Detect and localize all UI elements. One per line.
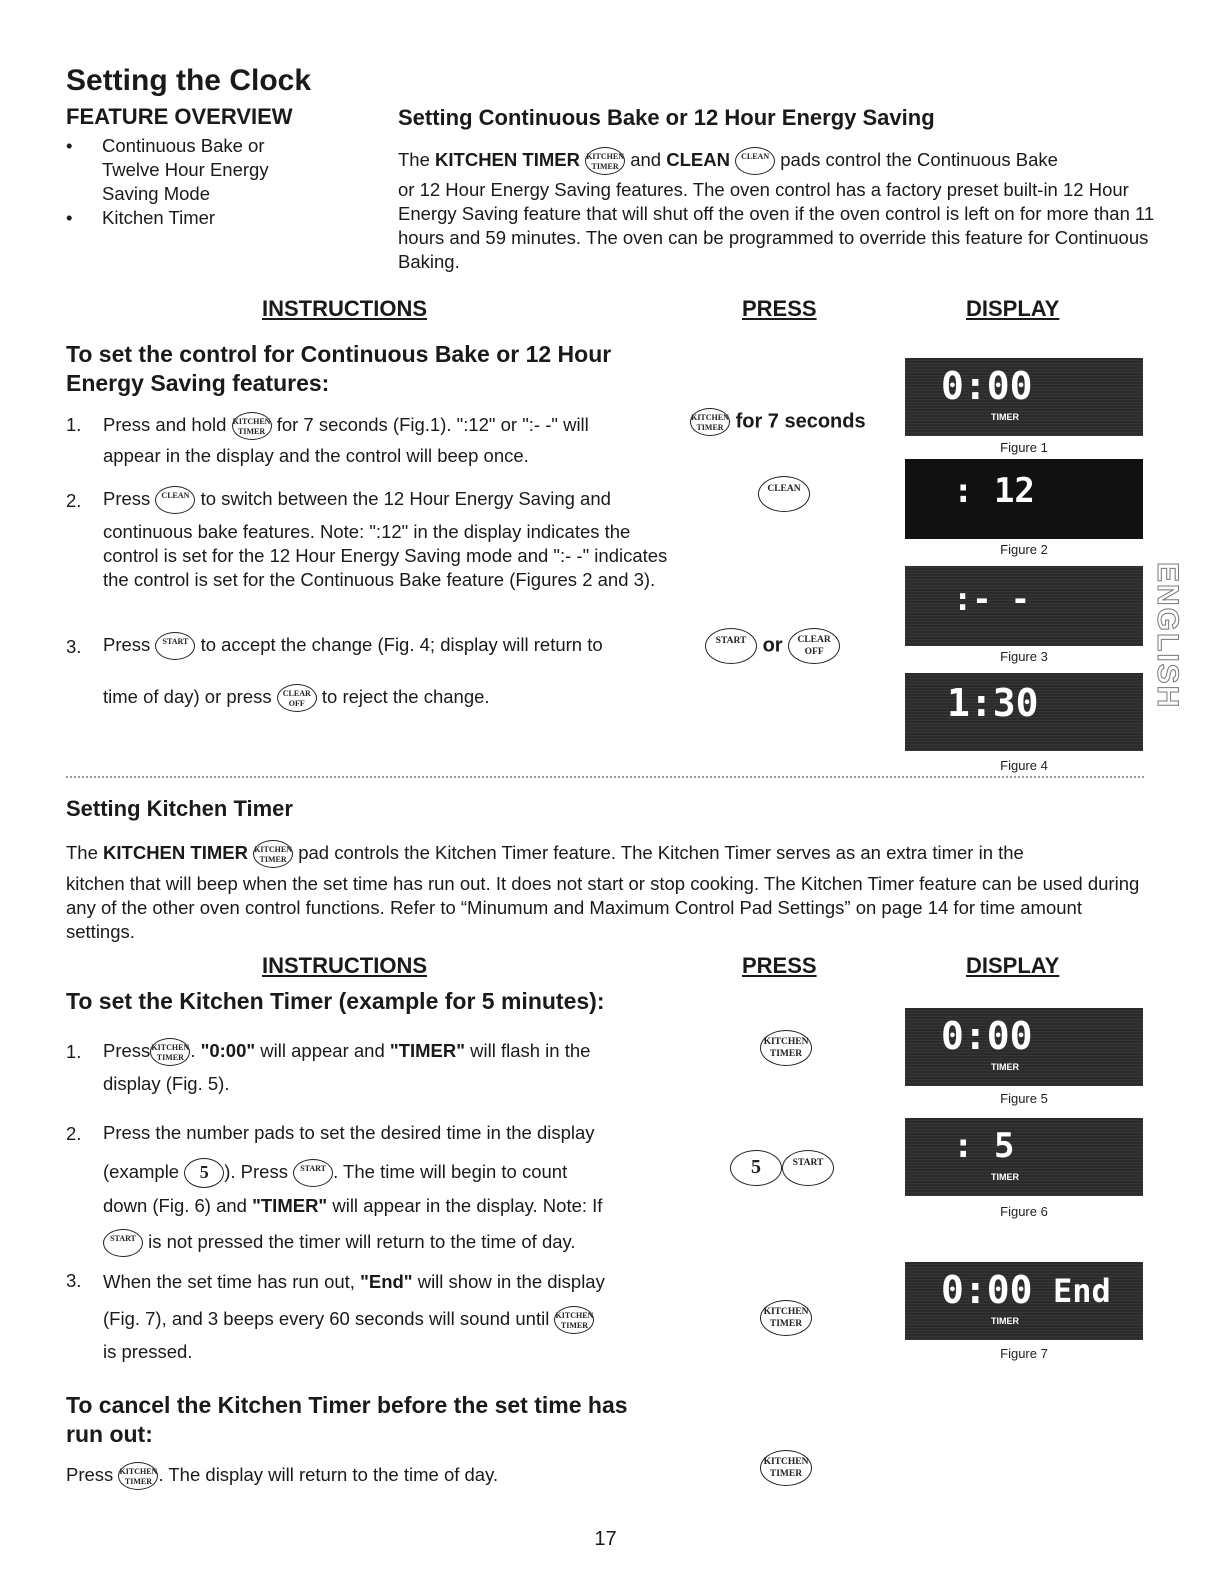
clear-off-pad-icon: CLEAR OFF bbox=[277, 684, 317, 712]
display-figure-3: :- - bbox=[905, 566, 1143, 646]
clean-pad-icon: CLEAN bbox=[735, 147, 775, 175]
continuous-step-1: Press and hold KITCHEN TIMER for 7 seconds (Fig.1). ":12" or ":- -" will appear in the display and the control will beep once. bbox=[103, 414, 589, 466]
display-figure-5: 0:00 TIMER bbox=[905, 1008, 1143, 1086]
start-pad-icon: START bbox=[705, 628, 757, 664]
display-column-heading: DISPLAY bbox=[966, 296, 1060, 321]
figure-6-caption: Figure 6 bbox=[1000, 1204, 1048, 1219]
step-number: 1. bbox=[66, 1041, 82, 1062]
display-column-heading: DISPLAY bbox=[966, 953, 1060, 978]
feature-overview-heading: FEATURE OVERVIEW bbox=[66, 104, 293, 129]
clean-pad-icon: CLEAN bbox=[155, 486, 195, 514]
step-number: 3. bbox=[66, 636, 82, 657]
page-number: 17 bbox=[594, 1528, 617, 1550]
kitchen-timer-pad-icon: KITCHEN TIMER bbox=[760, 1300, 812, 1336]
instructions-column-heading: INSTRUCTIONS bbox=[262, 953, 427, 978]
display-figure-6: : 5 TIMER bbox=[905, 1118, 1143, 1196]
press-kitchen-step-1 bbox=[760, 1030, 812, 1066]
press-column-heading: PRESS bbox=[742, 296, 817, 321]
display-figure-4: 1:30 bbox=[905, 673, 1143, 751]
figure-3-caption: Figure 3 bbox=[1000, 649, 1048, 664]
press-column-heading: PRESS bbox=[742, 953, 817, 978]
kitchen-timer-pad-icon: KITCHEN TIMER bbox=[118, 1462, 158, 1490]
figure-5-caption: Figure 5 bbox=[1000, 1091, 1048, 1106]
display-figure-2: : 12 bbox=[905, 459, 1143, 539]
clean-pad-icon: CLEAN bbox=[758, 476, 810, 512]
continuous-subheading: To set the control for Continuous Bake or 12 Hour Energy Saving features: bbox=[66, 341, 612, 396]
clear-off-pad-icon: CLEAR OFF bbox=[788, 628, 840, 664]
step-number: 1. bbox=[66, 414, 82, 435]
five-pad-icon: 5 bbox=[730, 1150, 782, 1186]
press-step-2 bbox=[758, 476, 810, 512]
section-divider bbox=[66, 776, 1144, 778]
kitchen-step-1: PressKITCHEN TIMER . "0:00" will appear and "TIMER" will flash in the display (Fig. 5). bbox=[103, 1040, 591, 1094]
continuous-intro: The KITCHEN TIMER KITCHEN TIMER and CLEAN CLEAN pads control the Continuous Bake or 12 Hour Energy Saving features. The oven control has a factory preset built-in 12 Hour Energy Saving feature that will shut off the oven if the oven control is left on for more than 11 hours and 59 minutes. The oven can be programmed to override this feature for Continuous Baking. bbox=[398, 149, 1155, 272]
start-pad-icon: START bbox=[293, 1159, 333, 1187]
display-figure-1: 0:00 TIMER bbox=[905, 358, 1143, 436]
kitchen-timer-intro: The KITCHEN TIMER KITCHEN TIMER pad controls the Kitchen Timer feature. The Kitchen Timer serves as an extra timer in the kitchen that will beep when the set time has run out. It does not start or stop cooking. The Kitchen Timer feature can be used during any of the other oven control functions. Refer to “Minumum and Maximum Control Pad Settings” on page 14 for time amount settings. bbox=[66, 842, 1140, 942]
list-item: • Kitchen Timer bbox=[66, 207, 216, 228]
step-number: 2. bbox=[66, 490, 82, 511]
step-number: 3. bbox=[66, 1270, 82, 1291]
kitchen-timer-subheading: To set the Kitchen Timer (example for 5 minutes): bbox=[66, 988, 605, 1014]
kitchen-timer-pad-icon: KITCHEN TIMER bbox=[760, 1450, 812, 1486]
page-title: Setting the Clock bbox=[66, 64, 312, 97]
language-side-tab: ENGLISH bbox=[1151, 562, 1184, 710]
press-step-3: START or CLEAR OFF bbox=[705, 628, 840, 664]
display-figure-7: 0:00 End TIMER bbox=[905, 1262, 1143, 1340]
list-item: • Continuous Bake or Twelve Hour Energy Saving Mode bbox=[66, 135, 269, 204]
press-cancel bbox=[760, 1450, 812, 1486]
kitchen-timer-pad-icon: KITCHEN TIMER bbox=[253, 840, 293, 868]
kitchen-timer-heading: Setting Kitchen Timer bbox=[66, 796, 293, 821]
figure-2-caption: Figure 2 bbox=[1000, 542, 1048, 557]
kitchen-timer-pad-icon: KITCHEN TIMER bbox=[690, 408, 730, 436]
kitchen-timer-pad-icon: KITCHEN TIMER bbox=[150, 1038, 190, 1066]
kitchen-timer-pad-icon: KITCHEN TIMER bbox=[585, 147, 625, 175]
instructions-column-heading: INSTRUCTIONS bbox=[262, 296, 427, 321]
feature-overview-list bbox=[66, 134, 296, 230]
step-number: 2. bbox=[66, 1123, 82, 1144]
press-kitchen-step-2 bbox=[730, 1150, 834, 1186]
kitchen-step-3: When the set time has run out, "End" will show in the display (Fig. 7), and 3 beeps every 60 seconds will sound until KITCHEN TIMER is pressed. bbox=[103, 1271, 605, 1362]
cancel-instruction: Press KITCHEN TIMER . The display will return to the time of day. bbox=[66, 1462, 666, 1490]
press-step-1: KITCHEN TIMER for 7 seconds bbox=[690, 408, 866, 436]
kitchen-timer-pad-icon: KITCHEN TIMER bbox=[760, 1030, 812, 1066]
start-pad-icon: START bbox=[103, 1229, 143, 1257]
kitchen-timer-pad-icon: KITCHEN TIMER bbox=[232, 412, 272, 440]
kitchen-step-2: Press the number pads to set the desired time in the display (example 5 ). Press START . The time will begin to count down (Fig. 6) and "TIMER" will appear in the display. Note: If START is not pressed the timer will return to the time of day. bbox=[103, 1121, 673, 1257]
cancel-heading: To cancel the Kitchen Timer before the set time has run out: bbox=[66, 1392, 628, 1447]
figure-4-caption: Figure 4 bbox=[1000, 758, 1048, 773]
figure-1-caption: Figure 1 bbox=[1000, 440, 1048, 455]
press-kitchen-step-3 bbox=[760, 1300, 812, 1336]
five-pad-icon: 5 bbox=[184, 1158, 224, 1188]
continuous-step-2: Press CLEAN to switch between the 12 Hour Energy Saving and continuous bake features. Note: ":12" in the display indicates the control is set for the 12 Hour Energy Saving mode and ":- -" indicates the control is set for the Continuous Bake feature (Figures 2 and 3). bbox=[103, 488, 668, 590]
start-pad-icon: START bbox=[782, 1150, 834, 1186]
start-pad-icon: START bbox=[155, 632, 195, 660]
continuous-heading: Setting Continuous Bake or 12 Hour Energy Saving bbox=[398, 105, 935, 130]
figure-7-caption: Figure 7 bbox=[1000, 1346, 1048, 1361]
continuous-step-3: Press START to accept the change (Fig. 4; display will return to time of day) or press CLEAR OFF to reject the change. bbox=[103, 630, 673, 712]
kitchen-timer-pad-icon: KITCHEN TIMER bbox=[554, 1306, 594, 1334]
